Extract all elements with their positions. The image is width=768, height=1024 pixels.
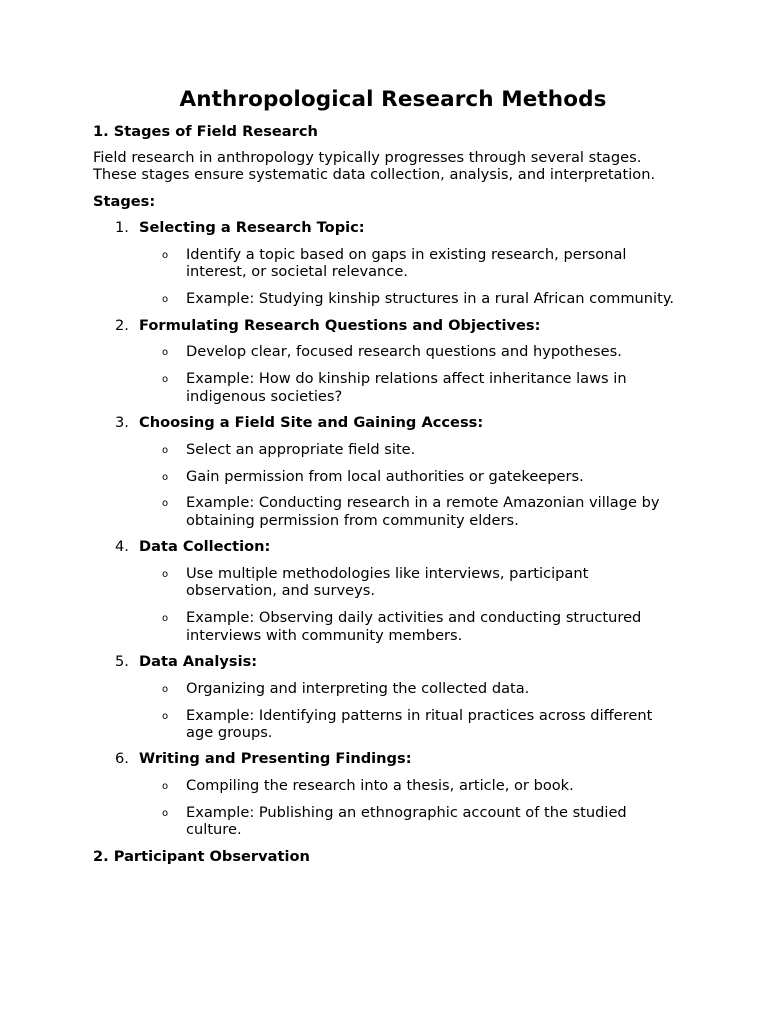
section-heading-participant-observation: 2. Participant Observation — [93, 847, 310, 865]
hollow-circle-bullet-icon: o — [162, 294, 169, 306]
hollow-circle-bullet-icon: o — [162, 710, 169, 722]
stage-number: 6. — [115, 750, 129, 768]
stage-title: Data Analysis: — [139, 653, 258, 671]
stage-number: 5. — [115, 653, 129, 671]
list-item — [93, 707, 681, 742]
stage-title: Choosing a Field Site and Gaining Access: — [139, 414, 484, 432]
bullet-text: Gain permission from local authorities or gatekeepers. — [186, 467, 584, 485]
stage-heading — [93, 750, 693, 767]
bullet-text: Select an appropriate field site. — [186, 440, 416, 458]
stage-item — [93, 414, 693, 529]
stage-title: Selecting a Research Topic: — [139, 219, 365, 237]
stage-number: 2. — [115, 316, 129, 334]
bullet-text: Example: How do kinship relations affect inheritance laws in indigenous societies? — [186, 370, 627, 405]
stage-bullet-list — [93, 441, 693, 529]
bullet-text: Example: Observing daily activities and conducting structured interviews with community members. — [186, 609, 642, 644]
list-item — [93, 343, 681, 360]
list-item — [93, 468, 681, 485]
list-item — [93, 777, 681, 794]
section-heading-stages-of-field-research: 1. Stages of Field Research — [93, 123, 318, 140]
stage-bullet-list — [93, 246, 693, 308]
bullet-text: Develop clear, focused research questions and hypotheses. — [186, 343, 622, 361]
stage-heading — [93, 653, 693, 670]
hollow-circle-bullet-icon: o — [162, 569, 169, 581]
document-title: Anthropological Research Methods — [179, 87, 607, 112]
list-item — [93, 246, 681, 281]
hollow-circle-bullet-icon: o — [162, 347, 169, 359]
bullet-text: Organizing and interpreting the collected data. — [186, 679, 530, 697]
hollow-circle-bullet-icon: o — [162, 471, 169, 483]
stage-bullet-list — [93, 343, 693, 405]
bullet-text: Example: Publishing an ethnographic account of the studied culture. — [186, 804, 627, 839]
bullet-text: Example: Studying kinship structures in a rural African community. — [186, 290, 675, 308]
hollow-circle-bullet-icon: o — [162, 808, 169, 820]
section-intro-paragraph: Field research in anthropology typically progresses through several stages. These stages ensure systematic data collection, analysis, and interpretation. — [93, 149, 656, 184]
stage-bullet-list — [93, 680, 693, 742]
bullet-text: Compiling the research into a thesis, article, or book. — [186, 777, 574, 795]
stage-item — [93, 317, 693, 405]
list-item — [93, 609, 681, 644]
stages-list — [93, 219, 693, 839]
bullet-text: Example: Conducting research in a remote Amazonian village by obtaining permission from community elders. — [186, 494, 660, 529]
list-item — [93, 441, 681, 458]
hollow-circle-bullet-icon: o — [162, 613, 169, 625]
list-item — [93, 565, 681, 600]
bullet-text: Example: Identifying patterns in ritual practices across different age groups. — [186, 706, 653, 742]
stage-bullet-list — [93, 777, 693, 839]
list-item — [93, 680, 681, 697]
stage-heading — [93, 219, 693, 236]
hollow-circle-bullet-icon: o — [162, 781, 169, 793]
list-item — [93, 370, 681, 405]
stage-title: Writing and Presenting Findings: — [139, 750, 412, 768]
stages-label: Stages: — [93, 192, 156, 210]
document-page — [93, 84, 693, 865]
hollow-circle-bullet-icon: o — [162, 250, 169, 262]
hollow-circle-bullet-icon: o — [162, 498, 169, 510]
stage-number: 1. — [115, 219, 129, 237]
stage-item — [93, 653, 693, 741]
hollow-circle-bullet-icon: o — [162, 683, 169, 695]
bullet-text: Use multiple methodologies like interviews, participant observation, and surveys. — [186, 565, 589, 600]
stage-item — [93, 219, 693, 307]
stage-item — [93, 538, 693, 644]
list-item — [93, 804, 681, 839]
stage-heading — [93, 317, 693, 334]
stage-title: Data Collection: — [139, 538, 271, 556]
stage-number: 4. — [115, 538, 129, 556]
bullet-text: Identify a topic based on gaps in existing research, personal interest, or societal relevance. — [186, 246, 627, 281]
stage-item — [93, 750, 693, 838]
stage-title: Formulating Research Questions and Objectives: — [139, 316, 541, 334]
stage-heading — [93, 414, 693, 431]
list-item — [93, 290, 681, 307]
stage-bullet-list — [93, 565, 693, 644]
hollow-circle-bullet-icon: o — [162, 444, 169, 456]
stage-number: 3. — [115, 414, 129, 432]
hollow-circle-bullet-icon: o — [162, 374, 169, 386]
stage-heading — [93, 538, 693, 555]
list-item — [93, 494, 681, 529]
